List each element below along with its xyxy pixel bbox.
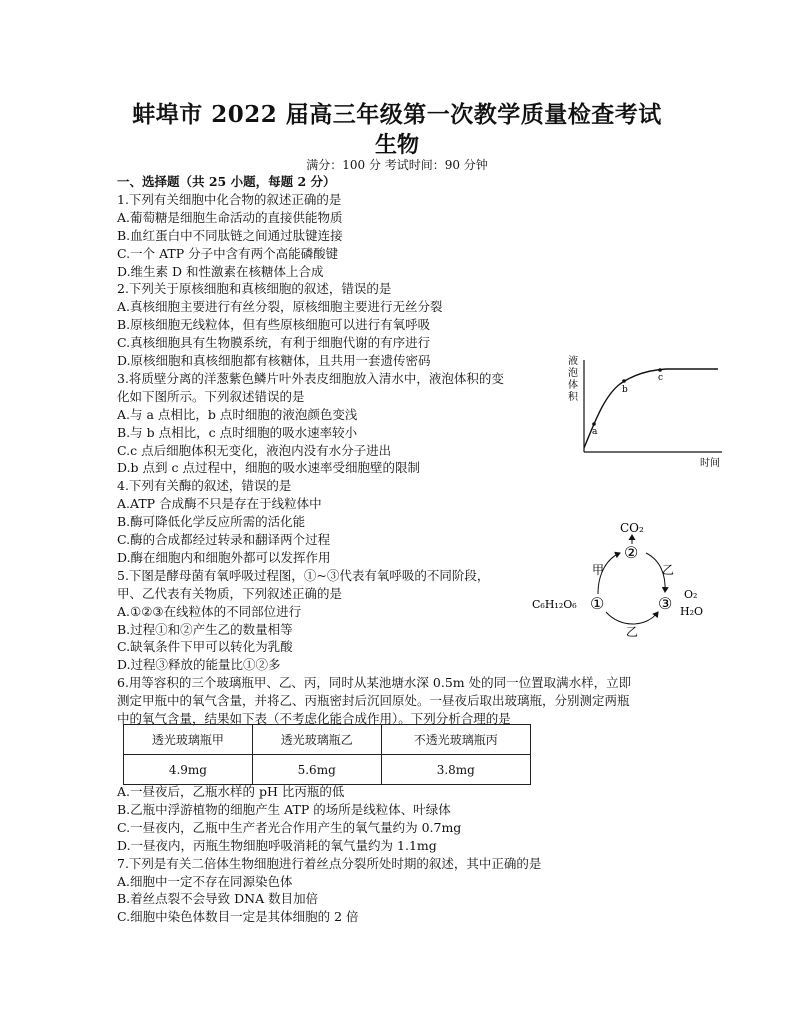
table-header-cell: 透光玻璃瓶甲 — [124, 725, 253, 755]
yi-bottom-label: 乙 — [626, 625, 639, 639]
stage1-label: ① — [590, 594, 605, 613]
question-line: C.c 点后细胞体积无变化，液泡内没有水分子进出 — [117, 442, 392, 458]
question-line: 7.下列是有关二倍体生物细胞进行着丝点分裂所处时期的叙述，其中正确的是 — [117, 855, 542, 871]
question-line: D.一昼夜内，丙瓶生物细胞呼吸消耗的氧气量约为 1.1mg — [117, 837, 437, 853]
point-c-label: c — [658, 373, 664, 383]
question-line: A.①②③在线粒体的不同部位进行 — [117, 603, 302, 619]
question-line: 甲、乙代表有关物质，下列叙述正确的是 — [117, 585, 343, 601]
stage3-label: ③ — [658, 594, 673, 613]
question-line: A.细胞中一定不存在同源染色体 — [117, 873, 293, 889]
ylabel-char: 体 — [568, 380, 578, 391]
point-b-marker — [622, 379, 626, 383]
jia-label: 甲 — [592, 563, 605, 577]
o2-label: O₂ — [684, 588, 698, 601]
question-line: D.b 点到 c 点过程中，细胞的吸水速率受细胞壁的限制 — [117, 460, 420, 476]
question-line: 4.下列有关酶的叙述，错误的是 — [117, 478, 292, 494]
point-c-marker — [658, 368, 662, 372]
question-line: C.细胞中染色体数目一定是其体细胞的 2 倍 — [117, 909, 359, 925]
question-line: A.一昼夜后，乙瓶水样的 pH 比丙瓶的低 — [117, 784, 345, 799]
question-line: D.过程③释放的能量比①②多 — [117, 657, 281, 673]
question-line: A.真核细胞主要进行有丝分裂，原核细胞主要进行无丝分裂 — [117, 299, 443, 315]
exam-meta: 满分：100 分 考试时间：90 分钟 — [306, 158, 488, 172]
table-header-cell: 透光玻璃瓶乙 — [252, 725, 381, 755]
question-line: 测定甲瓶中的氧气含量，并将乙、丙瓶密封后沉回原处。一昼夜后取出玻璃瓶，分别测定两瓶 — [117, 693, 630, 709]
section-heading: 一、选择题（共 25 小题，每题 2 分） — [117, 174, 336, 189]
question-line: 6.用等容积的三个玻璃瓶甲、乙、丙，同时从某池塘水深 0.5m 处的同一位置取满水样，立即 — [117, 675, 632, 691]
exam-title: 蚌埠市 2022 届高三年级第一次教学质量检查考试 — [132, 101, 662, 128]
question-line: B.着丝点裂不会导致 DNA 数目加倍 — [117, 891, 319, 907]
question-line: 化如下图所示。下列叙述错误的是 — [117, 388, 305, 404]
ylabel-char: 液 — [568, 356, 578, 367]
question-line: A.ATP 合成酶不只是存在于线粒体中 — [117, 496, 322, 512]
table-header-row — [124, 725, 531, 755]
point-a-label: a — [592, 427, 598, 437]
question-line: 3.将质壁分离的洋葱紫色鳞片叶外表皮细胞放入清水中，液泡体积的变 — [117, 370, 504, 386]
question-line: A.葡萄糖是细胞生命活动的直接供能物质 — [117, 209, 343, 225]
point-a-marker — [592, 422, 596, 426]
question-line: D.维生素 D 和性激素在核糖体上合成 — [117, 263, 324, 279]
question-line: C.一昼夜内，乙瓶中生产者光合作用产生的氧气量约为 0.7mg — [117, 819, 462, 835]
question-line: A.与 a 点相比，b 点时细胞的液泡颜色变浅 — [117, 406, 358, 422]
question-line: B.酶可降低化学反应所需的活化能 — [117, 514, 306, 530]
question-line: B.血红蛋白中不同肽链之间通过肽键连接 — [117, 227, 343, 243]
volume-curve — [584, 369, 718, 448]
co2-label: CO₂ — [620, 521, 644, 535]
question-line: B.过程①和②产生乙的数量相等 — [117, 621, 293, 637]
yi-right-label: 乙 — [662, 563, 675, 577]
stage2-label: ② — [624, 543, 639, 562]
subject-title: 生物 — [374, 132, 419, 158]
oxygen-table — [123, 724, 531, 785]
respiration-cycle-figure — [528, 514, 728, 642]
question-line: B.与 b 点相比，c 点时细胞的吸水速率较小 — [117, 424, 358, 440]
question-line: C.缺氧条件下甲可以转化为乳酸 — [117, 639, 293, 655]
table-cell: 4.9mg — [124, 755, 253, 785]
h2o-label: H₂O — [680, 605, 704, 618]
arc-1-to-3 — [606, 612, 658, 624]
glucose-label: C₆H₁₂O₆ — [532, 598, 577, 611]
table-row — [124, 755, 531, 785]
question-line: B.原核细胞无线粒体，但有些原核细胞可以进行有氧呼吸 — [117, 317, 431, 333]
table-header-cell: 不透光玻璃瓶丙 — [381, 725, 530, 755]
vacuole-volume-figure — [560, 352, 730, 472]
question-line: C.真核细胞具有生物膜系统，有利于细胞代谢的有序进行 — [117, 335, 431, 351]
ylabel-char: 积 — [568, 392, 578, 403]
point-b-label: b — [622, 385, 628, 395]
xlabel: 时间 — [700, 458, 720, 469]
question-line: B.乙瓶中浮游植物的细胞产生 ATP 的场所是线粒体、叶绿体 — [117, 801, 451, 817]
question-line: D.酶在细胞内和细胞外都可以发挥作用 — [117, 549, 331, 565]
question-line: D.原核细胞和真核细胞都有核糖体，且共用一套遗传密码 — [117, 353, 431, 368]
table-cell: 3.8mg — [381, 755, 530, 785]
question-line: 1.下列有关细胞中化合物的叙述正确的是 — [117, 191, 342, 207]
question-line: 5.下图是酵母菌有氧呼吸过程图，①~③代表有氧呼吸的不同阶段， — [117, 567, 490, 583]
question-line: 2.下列关于原核细胞和真核细胞的叙述，错误的是 — [117, 281, 392, 297]
table-cell: 5.6mg — [252, 755, 381, 785]
question-line: 中的氧气含量，结果如下表（不考虑化能合成作用）。下列分析合理的是 — [117, 711, 511, 726]
question-line: C.一个 ATP 分子中含有两个高能磷酸键 — [117, 245, 339, 261]
ylabel-char: 泡 — [568, 368, 578, 379]
question-line: C.酶的合成都经过转录和翻译两个过程 — [117, 532, 331, 547]
